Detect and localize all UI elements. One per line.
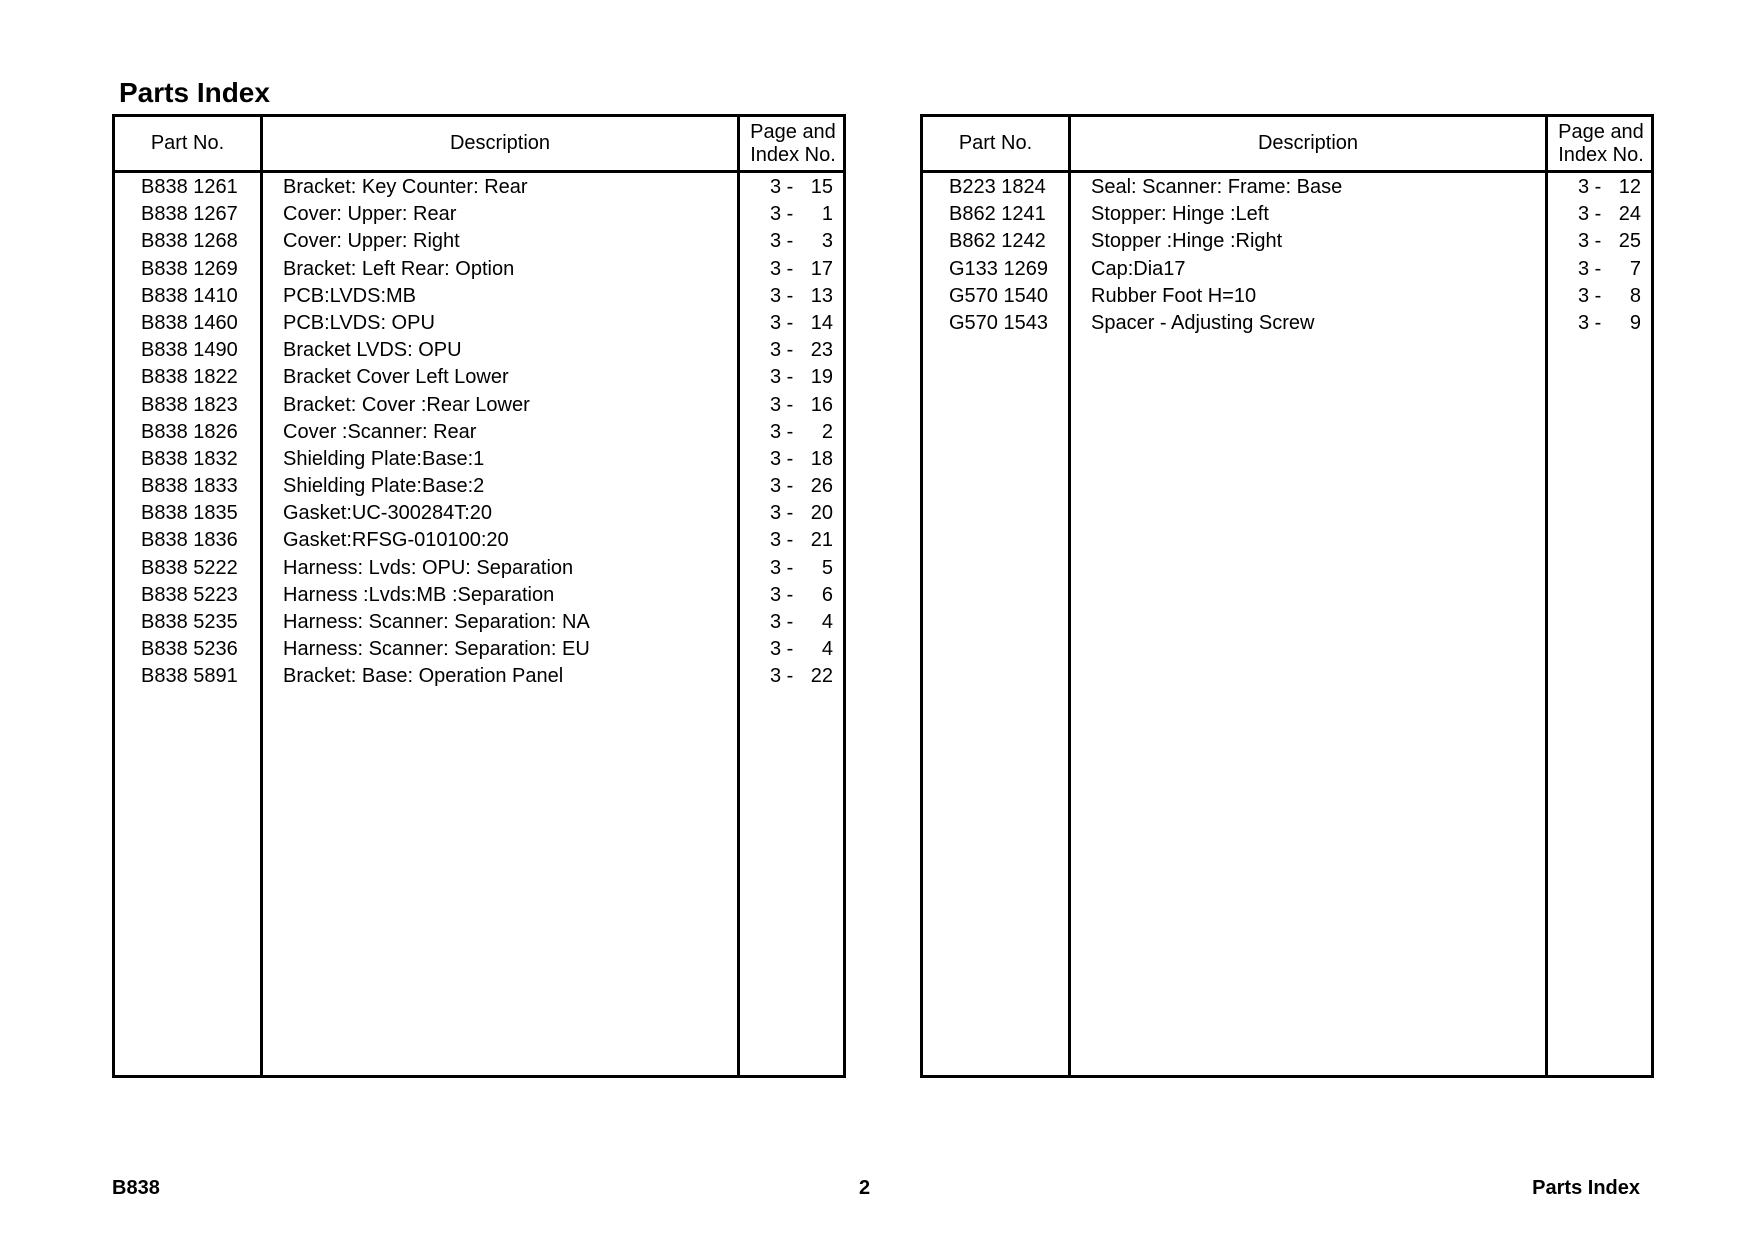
page-cell: 3 - [770,393,794,416]
description-cell: Harness: Lvds: OPU: Separation [283,556,574,579]
part-number-cell: G570 1540 [949,284,1048,307]
part-number-cell: B838 1267 [141,203,238,226]
description-cell: Bracket: Cover :Rear Lower [283,393,530,416]
index-cell: 24 [1618,203,1641,226]
page-cell: 3 - [1578,203,1602,226]
table-row [923,174,1651,201]
index-cell: 22 [810,665,833,688]
table-header [923,117,1651,173]
table-body [115,174,843,691]
index-cell: 20 [810,502,833,525]
part-number-cell: B838 5891 [141,665,238,688]
description-cell: Shielding Plate:Base:2 [283,475,485,498]
page-cell: 3 - [770,420,794,443]
table-row [923,283,1651,310]
description-cell: Gasket:UC-300284T:20 [283,502,493,525]
table-row [115,500,843,527]
description-cell: Bracket Cover Left Lower [283,366,509,389]
part-number-cell: B838 1836 [141,529,238,552]
page-cell: 3 - [770,366,794,389]
description-cell: Gasket:RFSG-010100:20 [283,529,509,552]
table-row [115,419,843,446]
page-title: Parts Index [119,77,270,108]
index-cell: 16 [810,393,833,416]
table-row [923,228,1651,255]
parts-table-right [920,114,1654,1078]
description-cell: Rubber Foot H=10 [1091,284,1257,307]
page-cell: 3 - [770,203,794,226]
part-number-cell: B838 1832 [141,447,238,470]
page-cell: 3 - [770,447,794,470]
description-cell: Seal: Scanner: Frame: Base [1091,176,1343,198]
table-row [115,473,843,500]
part-number-cell: B838 1460 [141,311,238,334]
part-number-cell: B838 1490 [141,339,238,362]
part-number-cell: B838 5235 [141,611,238,633]
description-cell: Cover :Scanner: Rear [283,420,477,443]
description-cell: Shielding Plate:Base:1 [283,447,485,470]
table-row [115,310,843,337]
page-cell: 3 - [1578,257,1602,280]
part-number-cell: B838 1833 [141,475,238,498]
page-cell: 3 - [770,556,794,579]
part-number-cell: B223 1824 [949,176,1046,198]
page-cell: 3 - [1578,230,1602,253]
header-page-index: Page and Index No. [750,120,836,166]
page-cell: 3 - [770,502,794,525]
table-row [923,201,1651,228]
page-cell: 3 - [770,257,794,280]
index-cell: 13 [810,284,833,307]
part-number-cell: B838 1268 [141,230,238,253]
index-cell: 18 [810,447,833,470]
table-row [115,636,843,663]
page-cell: 3 - [770,475,794,498]
header-description: Description [449,132,551,154]
part-number-cell: G570 1543 [949,311,1048,334]
page-cell: 3 - [1578,311,1602,334]
header-part-no: Part No. [150,132,225,154]
index-cell: 9 [1629,311,1641,334]
part-number-cell: B862 1242 [949,230,1046,253]
description-cell: Stopper :Hinge :Right [1091,230,1283,253]
table-row [923,256,1651,283]
description-cell: Cover: Upper: Right [283,230,460,253]
description-cell: Bracket: Key Counter: Rear [283,176,528,198]
description-cell: Stopper: Hinge :Left [1091,203,1269,226]
part-number-cell: B838 1410 [141,284,238,307]
table-row [115,256,843,283]
part-number-cell: B838 1822 [141,366,238,389]
description-cell: Bracket: Left Rear: Option [283,257,515,280]
part-number-cell: B838 5236 [141,638,238,661]
description-cell: Harness: Scanner: Separation: NA [283,611,590,633]
index-cell: 4 [821,611,833,633]
description-cell: Bracket: Base: Operation Panel [283,665,564,688]
index-cell: 5 [821,556,833,579]
index-cell: 23 [810,339,833,362]
page-cell: 3 - [770,284,794,307]
table-row [115,555,843,582]
table-body [923,174,1651,337]
part-number-cell: B838 1261 [141,176,238,198]
table-header [115,117,843,173]
table-row [115,174,843,201]
footer-page-number: 2 [859,1177,871,1199]
description-cell: Harness: Scanner: Separation: EU [283,638,590,661]
part-number-cell: B838 5223 [141,583,238,606]
table-row [923,310,1651,337]
header-page-index: Page and Index No. [1558,120,1644,166]
index-cell: 2 [821,420,833,443]
page-cell: 3 - [770,638,794,661]
header-part-no: Part No. [958,132,1033,154]
index-cell: 25 [1618,230,1641,253]
index-cell: 21 [810,529,833,552]
page-cell: 3 - [770,311,794,334]
table-row [115,663,843,690]
part-number-cell: B862 1241 [949,203,1046,226]
table-row [115,446,843,473]
footer-section: Parts Index [1532,1177,1640,1199]
index-cell: 3 [821,230,833,253]
description-cell: PCB:LVDS: OPU [283,311,435,334]
index-cell: 14 [810,311,833,334]
page-cell: 3 - [770,611,794,633]
description-cell: PCB:LVDS:MB [283,284,416,307]
description-cell: Spacer - Adjusting Screw [1091,311,1315,334]
index-cell: 17 [810,257,833,280]
page-cell: 3 - [770,529,794,552]
index-cell: 1 [821,203,833,226]
table-row [115,283,843,310]
page-cell: 3 - [1578,176,1602,198]
table-row [115,201,843,228]
index-cell: 8 [1629,284,1641,307]
part-number-cell: B838 1826 [141,420,238,443]
table-row [115,392,843,419]
table-row [115,582,843,609]
description-cell: Bracket LVDS: OPU [283,339,462,362]
part-number-cell: B838 1269 [141,257,238,280]
description-cell: Harness :Lvds:MB :Separation [283,583,555,606]
table-row [115,337,843,364]
page-cell: 3 - [1578,284,1602,307]
page-cell: 3 - [770,176,794,198]
description-cell: Cover: Upper: Rear [283,203,457,226]
part-number-cell: G133 1269 [949,257,1048,280]
table-row [115,364,843,391]
page-cell: 3 - [770,583,794,606]
part-number-cell: B838 1823 [141,393,238,416]
index-cell: 15 [810,176,833,198]
page-cell: 3 - [770,665,794,688]
footer-model: B838 [112,1177,160,1199]
parts-table-left [112,114,846,1078]
index-cell: 6 [821,583,833,606]
index-cell: 26 [810,475,833,498]
page-cell: 3 - [770,339,794,362]
index-cell: 7 [1629,257,1641,280]
part-number-cell: B838 1835 [141,502,238,525]
header-description: Description [1257,132,1359,154]
table-row [115,228,843,255]
index-cell: 12 [1618,176,1641,198]
index-cell: 19 [810,366,833,389]
table-row [115,527,843,554]
page-cell: 3 - [770,230,794,253]
index-cell: 4 [821,638,833,661]
table-row [115,609,843,636]
part-number-cell: B838 5222 [141,556,238,579]
description-cell: Cap:Dia17 [1091,257,1186,280]
